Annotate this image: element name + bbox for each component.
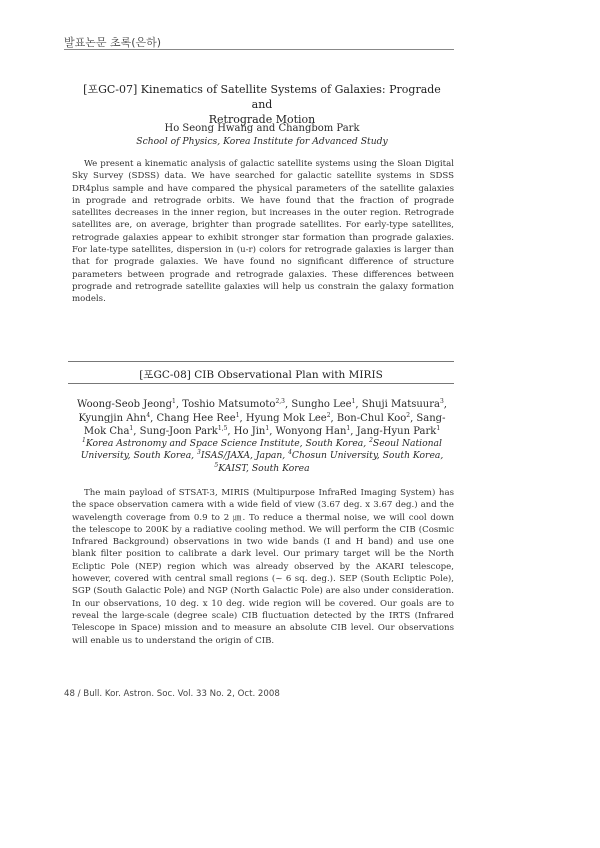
author-name: Kyungjin Ahn: [78, 412, 147, 424]
author-affiliation-mark: 2,3: [275, 398, 285, 405]
author-name: Woong-Seob Jeong: [77, 399, 173, 410]
affiliation-text: KAIST, South Korea: [218, 462, 310, 474]
section-rule-bottom: [68, 383, 454, 384]
author-affiliation-mark: 1: [346, 425, 351, 432]
page-footer: 48 / Bull. Kor. Astron. Soc. Vol. 33 No. 2, Oct. 2008: [64, 689, 280, 699]
paper2-title: [포GC-08] CIB Observational Plan with MIRIS: [139, 369, 383, 381]
author-affiliation-mark: 1: [129, 425, 134, 432]
paper1-title-line2: Retrograde Motion: [208, 113, 316, 126]
paper1-title: [72, 82, 452, 127]
paper1-authors: Ho Seong Hwang and Changbom Park: [164, 123, 360, 134]
paper1-abstract-text: We present a kinematic analysis of galactic satellite systems using the Sloan Digital Sky Survey (SDSS) data. We have searched for galactic satellite systems in SDSS DR4plus sample and have compared the physical parameters of the satellite galaxies in prograde and retrograde orbits. We have found that the fraction of prograde satellites decreases in the inner region, but increases in the outer region. Retrograde satellites are, on average, brighter than prograde satellites. For early-type satellites, retrograde galaxies appear to exhibit stronger star formation than prograde galaxies. For late-type satellites, dispersion in (u-r) colors for retrograde galaxies is larger than that for prograde galaxies. We have found no significant difference of structure parameters between prograde and retrograde galaxies. These differences between prograde and retrograde satellite galaxies will help us constrain the galaxy formation models.: [72, 159, 454, 305]
author-affiliation-mark: 1: [235, 411, 240, 419]
affiliation-text: Korea Astronomy and Space Science Institute, South Korea,: [85, 438, 370, 449]
paper2-affiliations: [72, 438, 452, 475]
paper1-title-line1: [포GC-07] Kinematics of Satellite Systems of Galaxies: Prograde and: [83, 83, 441, 111]
paper1-affiliation: School of Physics, Korea Institute for Advanced Study: [136, 136, 388, 147]
author-affiliation-mark: 2: [406, 411, 411, 419]
author-affiliation-mark: 4: [146, 411, 151, 419]
running-header: 발표논문 초록(은하): [64, 36, 162, 49]
author-affiliation-mark: 1: [351, 398, 356, 405]
author-name: Toshio Matsumoto: [182, 399, 276, 410]
header-rule: [64, 49, 454, 50]
paper2-abstract-text: The main payload of STSAT-3, MIRIS (Multipurpose InfraRed Imaging System) has the space observation camera with a wide field of view (3.67 deg. x 3.67 deg.) and the wavelength coverage from 0.9 to 2 ㎛. To reduce a thermal noise, we will cool down the telescope to 200K by a radiative cooling method. We will perform the CIB (Cosmic Infrared Background) observations in two wide bands (I and H band) and use one blank filter position to calibrate a dark level. Our primary target will be the North Ecliptic Pole (NEP) region which was already observed by the AKARI telescope, however, covered with central small regions (~ 6 sq. deg.). SEP (South Ecliptic Pole), SGP (South Galactic Pole) and NGP (North Galactic Pole) are also under consideration. In our observations, 10 deg. x 10 deg. wide region will be covered. Our goals are to reveal the large-scale (degree scale) CIB fluctuation detected by the IRTS (Infrared Telescope in Space) mission and to measure an absolute CIB level. Our observations will enable us to understand the origin of CIB.: [72, 488, 454, 646]
affiliation-mark: 4: [288, 449, 292, 457]
author-name: Ho Jin: [233, 426, 266, 437]
author-affiliation-mark: 2: [326, 411, 331, 419]
affiliation-text: Chosun University, South Korea,: [291, 450, 444, 462]
author-name: Sung-Joon Park: [139, 426, 218, 437]
author-affiliation-mark: 3: [439, 398, 444, 405]
author-name: Sang-Mok Cha: [83, 412, 446, 437]
affiliation-mark: 2: [369, 437, 373, 444]
author-name: Bon-Chul Koo: [336, 412, 407, 424]
author-name: Chang Hee Ree: [156, 412, 236, 424]
affiliation-mark: 1: [82, 437, 86, 444]
author-affiliation-mark: 1: [172, 398, 176, 405]
author-name: Hyung Mok Lee: [245, 412, 327, 424]
author-name: Wonyong Han: [275, 426, 347, 437]
author-affiliation-mark: 1,5: [217, 425, 228, 432]
author-name: Jang-Hyun Park: [356, 426, 437, 437]
author-name: Shuji Matsuura: [361, 399, 440, 410]
paper2-authors: Woong-Seob Jeong$^1$, Toshio Matsumoto$^{2,3}$, Sungho Lee$^1$, Shuji Matsuura$^3$, Kyungjin Ahn$^4$, Chang Hee Ree$^1$, Hyung Mok Lee$^2$, Bon-Chul Koo$^2$, Sang-Mok Cha$^1$, Sung-Joon Park$^{1,5}$, Ho Jin$^1$, Wonyong Han$^1$, Jang-Hyun Park$^1$: [77, 398, 447, 437]
author-name: Sungho Lee: [291, 399, 352, 410]
section-rule-top: [68, 361, 454, 362]
author-affiliation-mark: 1: [265, 425, 270, 432]
affiliation-mark: 3: [197, 449, 201, 457]
affiliation-mark: 5: [214, 461, 219, 469]
affiliation-text: Seoul National University, South Korea,: [80, 438, 442, 462]
paper2-abstract: [72, 487, 454, 647]
paper1-abstract: [72, 158, 454, 306]
affiliation-text: ISAS/JAXA, Japan,: [200, 450, 289, 462]
author-affiliation-mark: 1: [436, 425, 441, 432]
